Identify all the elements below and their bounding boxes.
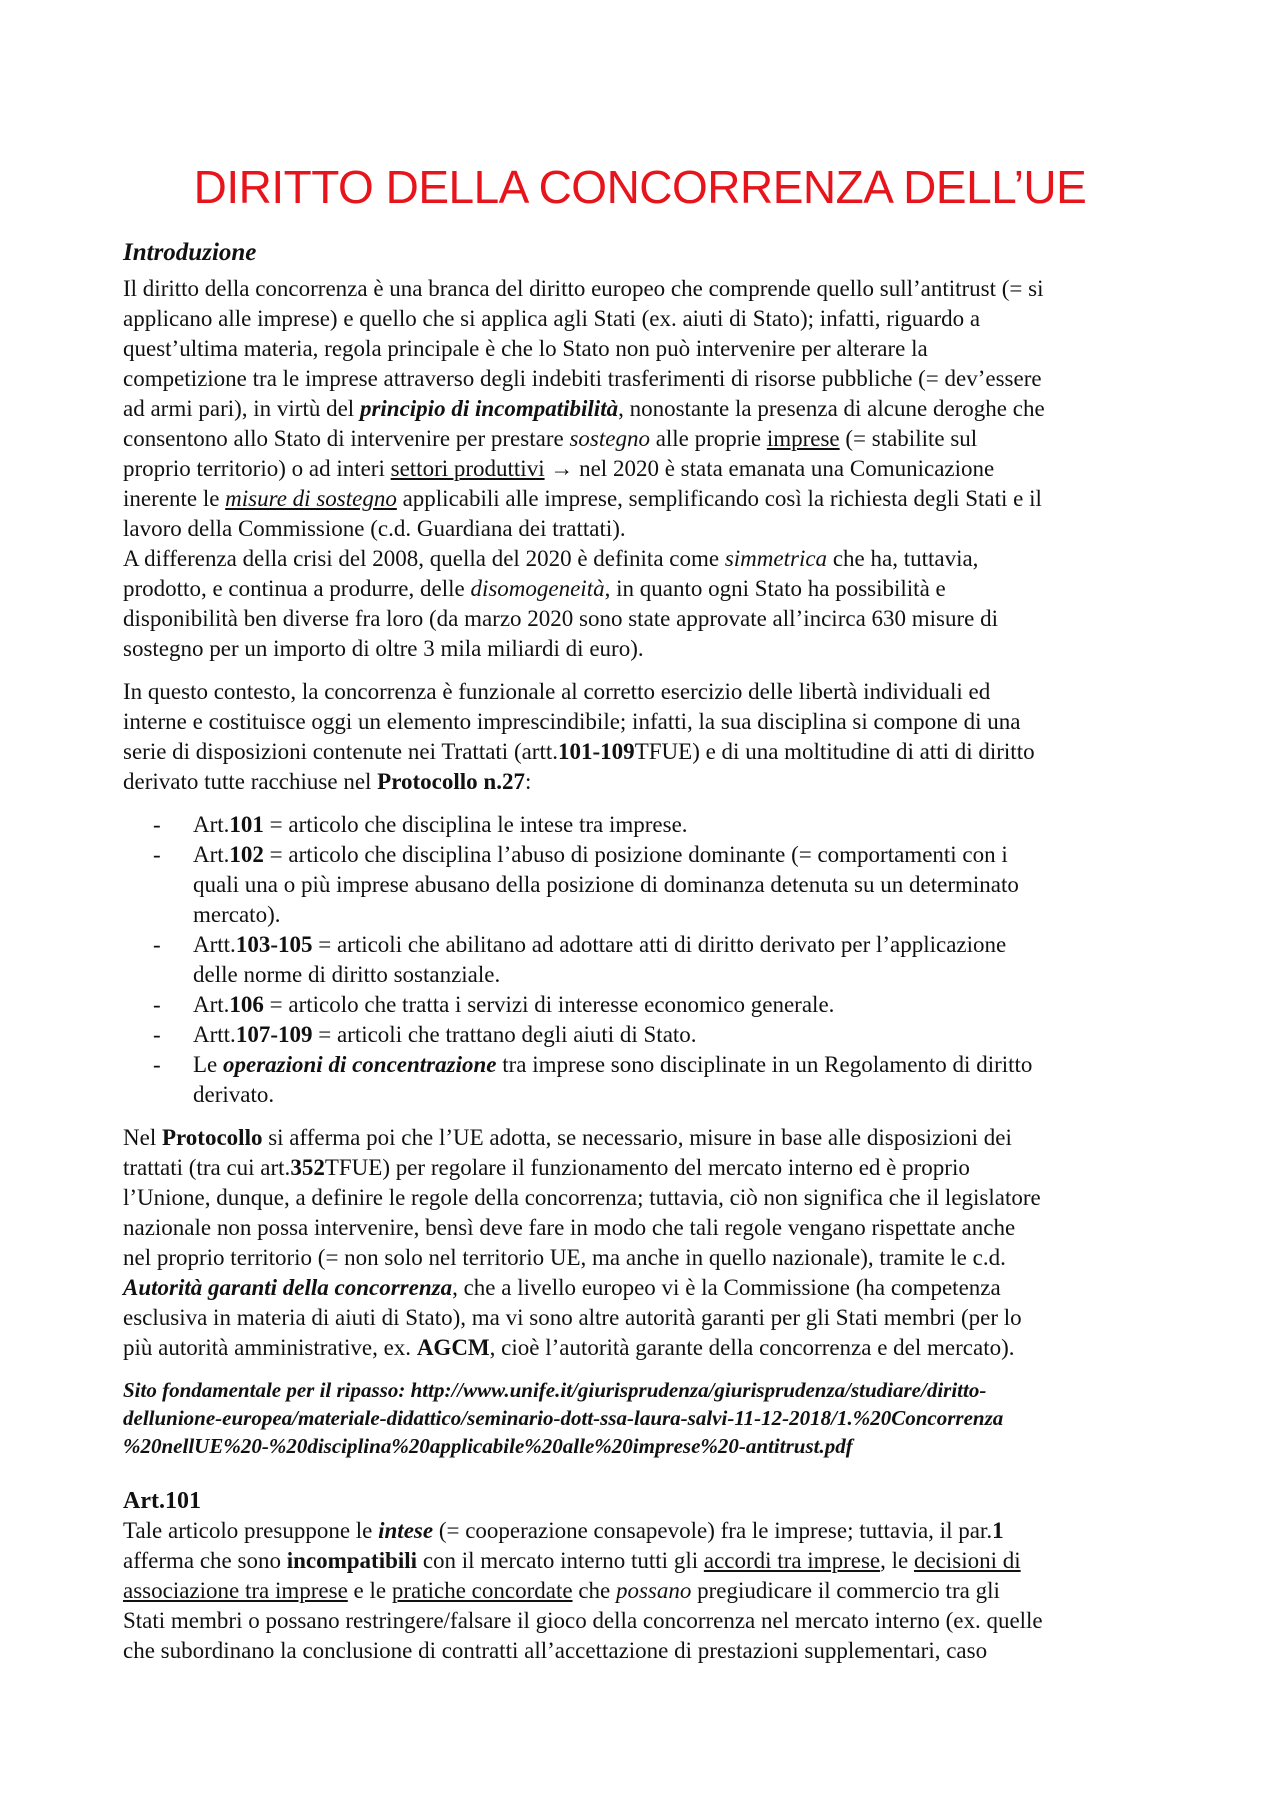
text-run: = articolo che disciplina l’abuso di posizione dominante (= comportamenti con i <box>263 842 1008 867</box>
list-item <box>123 810 1183 840</box>
text-line <box>123 737 1183 767</box>
text-run: Art. <box>193 992 230 1017</box>
text-run: 352 <box>290 1155 325 1180</box>
text-run: Il diritto della concorrenza è una branca del diritto europeo che comprende quello sull’antitrust (= si <box>123 276 1044 301</box>
text-run: 107-109 <box>235 1022 313 1047</box>
text-run: TFUE) e di una moltitudine di atti di diritto <box>634 739 1035 764</box>
text-run: lavoro della Commissione (c.d. Guardiana dei trattati). <box>123 516 626 541</box>
text-run: che ha, tuttavia, <box>827 546 979 571</box>
underlined-text: imprese <box>766 426 840 451</box>
text-run: proprio territorio) o ad interi <box>123 456 391 481</box>
text-line <box>123 604 1183 634</box>
text-run: = articolo che tratta i servizi di interesse economico generale. <box>263 992 835 1017</box>
text-line <box>123 1273 1183 1303</box>
text-run: Autorità garanti della concorrenza <box>123 1275 453 1300</box>
text-run: (= stabilite sul <box>839 426 978 451</box>
text-line <box>193 840 1183 870</box>
text-run: , che a livello europeo vi è la Commissione (ha competenza <box>452 1275 1001 1300</box>
text-run: alle proprie <box>649 426 767 451</box>
text-run: principio di incompatibilità <box>359 396 619 421</box>
text-run: simmetrica <box>724 546 828 571</box>
text-run: che <box>572 1578 616 1603</box>
link-text[interactable]: dellunione-europea/materiale-didattico/seminario-dott-ssa-laura-salvi-11-12-2018/1.%20Concorrenza <box>123 1406 1004 1430</box>
text-line <box>123 707 1183 737</box>
text-run: possano <box>615 1578 692 1603</box>
text-line <box>193 1050 1183 1080</box>
text-line <box>123 1376 1183 1404</box>
text-run: 103-105 <box>235 932 313 957</box>
text-line <box>123 1243 1183 1273</box>
text-run: applicabili alle imprese, semplificando così la richiesta degli Stati e il <box>396 486 1042 511</box>
paragraph <box>123 1123 1183 1363</box>
text-run: , in quanto ogni Stato ha possibilità e <box>604 576 946 601</box>
text-line <box>123 1576 1183 1606</box>
text-line <box>193 960 1183 990</box>
text-run: : <box>524 769 532 794</box>
text-run: Protocollo n.27 <box>377 769 525 794</box>
document-body <box>123 236 1183 1679</box>
text-run: e le <box>347 1578 392 1603</box>
text-line <box>123 304 1183 334</box>
text-run: interne e costituisce oggi un elemento imprescindibile; infatti, la sua disciplina si compone di una <box>123 709 1021 734</box>
text-run: AGCM <box>416 1335 490 1360</box>
text-line <box>123 574 1183 604</box>
text-run: l’Unione, dunque, a definire le regole della concorrenza; tuttavia, ciò non significa che il legislatore <box>123 1185 1041 1210</box>
text-line <box>123 424 1183 454</box>
paragraph <box>123 274 1183 544</box>
text-run: Nel <box>123 1125 162 1150</box>
text-line <box>123 1153 1183 1183</box>
text-run: consentono allo Stato di intervenire per prestare <box>123 426 570 451</box>
text-line <box>123 1516 1183 1546</box>
text-run: prodotto, e continua a produrre, delle <box>123 576 471 601</box>
list-item <box>123 1050 1183 1110</box>
paragraph <box>123 1516 1183 1666</box>
text-run: derivato tutte racchiuse nel <box>123 769 378 794</box>
text-line <box>123 1606 1183 1636</box>
text-line <box>123 1636 1183 1666</box>
text-run: applicano alle imprese) e quello che si applica agli Stati (ex. aiuti di Stato); infatti, riguardo a <box>123 306 981 331</box>
text-run: Art. <box>193 812 230 837</box>
text-line <box>123 274 1183 304</box>
text-run: disponibilità ben diverse fra loro (da marzo 2020 sono state approvate all’incirca 630 misure di <box>123 606 999 631</box>
text-run: 1 <box>992 1518 1004 1543</box>
text-run: 101 <box>229 812 264 837</box>
text-run: In questo contesto, la concorrenza è funzionale al corretto esercizio delle libertà individuali ed <box>123 679 991 704</box>
list-bullet: - <box>153 1022 161 1047</box>
list-bullet: - <box>153 1052 161 1077</box>
text-run: nel proprio territorio (= non solo nel territorio UE, ma anche in quello nazionale), tramite le c.d. <box>123 1245 1006 1270</box>
text-line <box>123 1546 1183 1576</box>
text-line <box>123 544 1183 574</box>
text-run: Le <box>193 1052 224 1077</box>
paragraph <box>123 677 1183 797</box>
text-run: , nonostante la presenza di alcune deroghe che <box>618 396 1045 421</box>
text-run: Artt. <box>193 932 236 957</box>
link-text[interactable]: %20nellUE%20-%20disciplina%20applicabile%20alle%20imprese%20-antitrust.pdf <box>123 1434 853 1458</box>
list-bullet: - <box>153 812 161 837</box>
text-run: disomogeneità <box>470 576 605 601</box>
text-line <box>123 394 1183 424</box>
text-run: serie di disposizioni contenute nei Trattati (artt. <box>123 739 559 764</box>
text-run: nazionale non possa intervenire, bensì deve fare in modo che tali regole vengano rispettate anche <box>123 1215 1016 1240</box>
underlined-text: misure di sostegno <box>225 486 397 511</box>
text-line <box>123 484 1183 514</box>
text-run: trattati (tra cui art. <box>123 1155 291 1180</box>
text-line <box>123 1213 1183 1243</box>
text-run: , cioè l’autorità garante della concorrenza e del mercato). <box>489 1335 1015 1360</box>
text-run: 106 <box>229 992 264 1017</box>
text-run: Tale articolo presuppone le <box>123 1518 379 1543</box>
text-line <box>193 1080 1183 1110</box>
text-run: , le <box>880 1548 914 1573</box>
underlined-text: associazione tra imprese <box>123 1578 348 1603</box>
text-run: operazioni di concentrazione <box>223 1052 497 1077</box>
underlined-text: settori produttivi <box>390 456 545 481</box>
text-run: mercato). <box>193 902 281 927</box>
text-line <box>123 364 1183 394</box>
text-run: Artt. <box>193 1022 236 1047</box>
list-item <box>123 840 1183 930</box>
text-line <box>193 870 1183 900</box>
section-heading-art101: Art.101 <box>123 1488 201 1514</box>
text-line <box>123 677 1183 707</box>
underlined-text: decisioni di <box>913 1548 1021 1573</box>
section-heading-introduzione: Introduzione <box>123 239 257 266</box>
document-title: DIRITTO DELLA CONCORRENZA DELL’UE <box>193 161 1087 213</box>
text-line <box>123 1432 1183 1460</box>
text-run: delle norme di diritto sostanziale. <box>193 962 501 987</box>
text-run: pregiudicare il commercio tra gli <box>691 1578 1000 1603</box>
underlined-text: accordi tra imprese <box>703 1548 881 1573</box>
text-run: intese <box>378 1518 434 1543</box>
text-run: 102 <box>229 842 264 867</box>
text-run: Stati membri o possano restringere/falsare il gioco della concorrenza nel mercato interno (ex. quelle <box>123 1608 1043 1633</box>
text-run: Protocollo <box>161 1125 263 1150</box>
text-line <box>123 334 1183 364</box>
text-line <box>123 1183 1183 1213</box>
text-run: esclusiva in materia di aiuti di Stato), ma vi sono altre autorità garanti per gli Stati membri (per lo <box>123 1305 1022 1330</box>
list-item <box>123 930 1183 990</box>
paragraph <box>123 544 1183 664</box>
text-line <box>123 1123 1183 1153</box>
text-run: che subordinano la conclusione di contratti all’accettazione di prestazioni supplementari, caso <box>123 1638 988 1663</box>
text-line <box>123 454 1183 484</box>
article-list <box>123 810 1183 1110</box>
text-run: (= cooperazione consapevole) fra le imprese; tuttavia, il par. <box>433 1518 993 1543</box>
text-line <box>193 1020 1183 1050</box>
text-run: TFUE) per regolare il funzionamento del mercato interno ed è proprio <box>324 1155 970 1180</box>
text-run: quali una o più imprese abusano della posizione di dominanza detenuta su un determinato <box>193 872 1019 897</box>
text-line <box>193 810 1183 840</box>
text-run: = articoli che trattano degli aiuti di Stato. <box>312 1022 697 1047</box>
list-bullet: - <box>153 932 161 957</box>
list-item <box>123 990 1183 1020</box>
underlined-text: pratiche concordate <box>391 1578 573 1603</box>
text-line <box>123 767 1183 797</box>
text-run: → nel 2020 è stata emanata una Comunicazione <box>544 456 995 481</box>
text-line <box>123 1333 1183 1363</box>
text-run: incompatibili <box>286 1548 418 1573</box>
text-run: con il mercato interno tutti gli <box>417 1548 704 1573</box>
text-run: derivato. <box>193 1082 275 1107</box>
text-run: quest’ultima materia, regola principale è che lo Stato non può intervenire per alterare la <box>123 336 928 361</box>
list-bullet: - <box>153 842 161 867</box>
text-line <box>123 1303 1183 1333</box>
text-line <box>123 1404 1183 1432</box>
text-run: si afferma poi che l’UE adotta, se necessario, misure in base alle disposizioni dei <box>262 1125 1012 1150</box>
text-run: A differenza della crisi del 2008, quella del 2020 è definita come <box>123 546 725 571</box>
text-run: 101-109 <box>558 739 635 764</box>
text-run: = articoli che abilitano ad adottare atti di diritto derivato per l’applicazione <box>312 932 1007 957</box>
text-run: inerente le <box>123 486 226 511</box>
text-run: competizione tra le imprese attraverso degli indebiti trasferimenti di risorse pubbliche (= dev’essere <box>123 366 1042 391</box>
reference-link[interactable] <box>123 1376 1183 1460</box>
text-run: sostegno per un importo di oltre 3 mila miliardi di euro). <box>123 636 644 661</box>
link-text[interactable]: Sito fondamentale per il ripasso: http://www.unife.it/giurisprudenza/giurisprudenza/studiare/diritto- <box>123 1378 987 1402</box>
text-line <box>123 634 1183 664</box>
text-line <box>193 990 1183 1020</box>
text-line <box>193 930 1183 960</box>
text-run: Art. <box>193 842 230 867</box>
text-run: afferma che sono <box>123 1548 287 1573</box>
text-run: ad armi pari), in virtù del <box>123 396 360 421</box>
text-run: tra imprese sono disciplinate in un Regolamento di diritto <box>496 1052 1033 1077</box>
list-item <box>123 1020 1183 1050</box>
text-line <box>193 900 1183 930</box>
text-line <box>123 514 1183 544</box>
list-bullet: - <box>153 992 161 1017</box>
text-run: = articolo che disciplina le intese tra imprese. <box>263 812 688 837</box>
text-run: più autorità amministrative, ex. <box>123 1335 417 1360</box>
text-run: sostegno <box>569 426 650 451</box>
